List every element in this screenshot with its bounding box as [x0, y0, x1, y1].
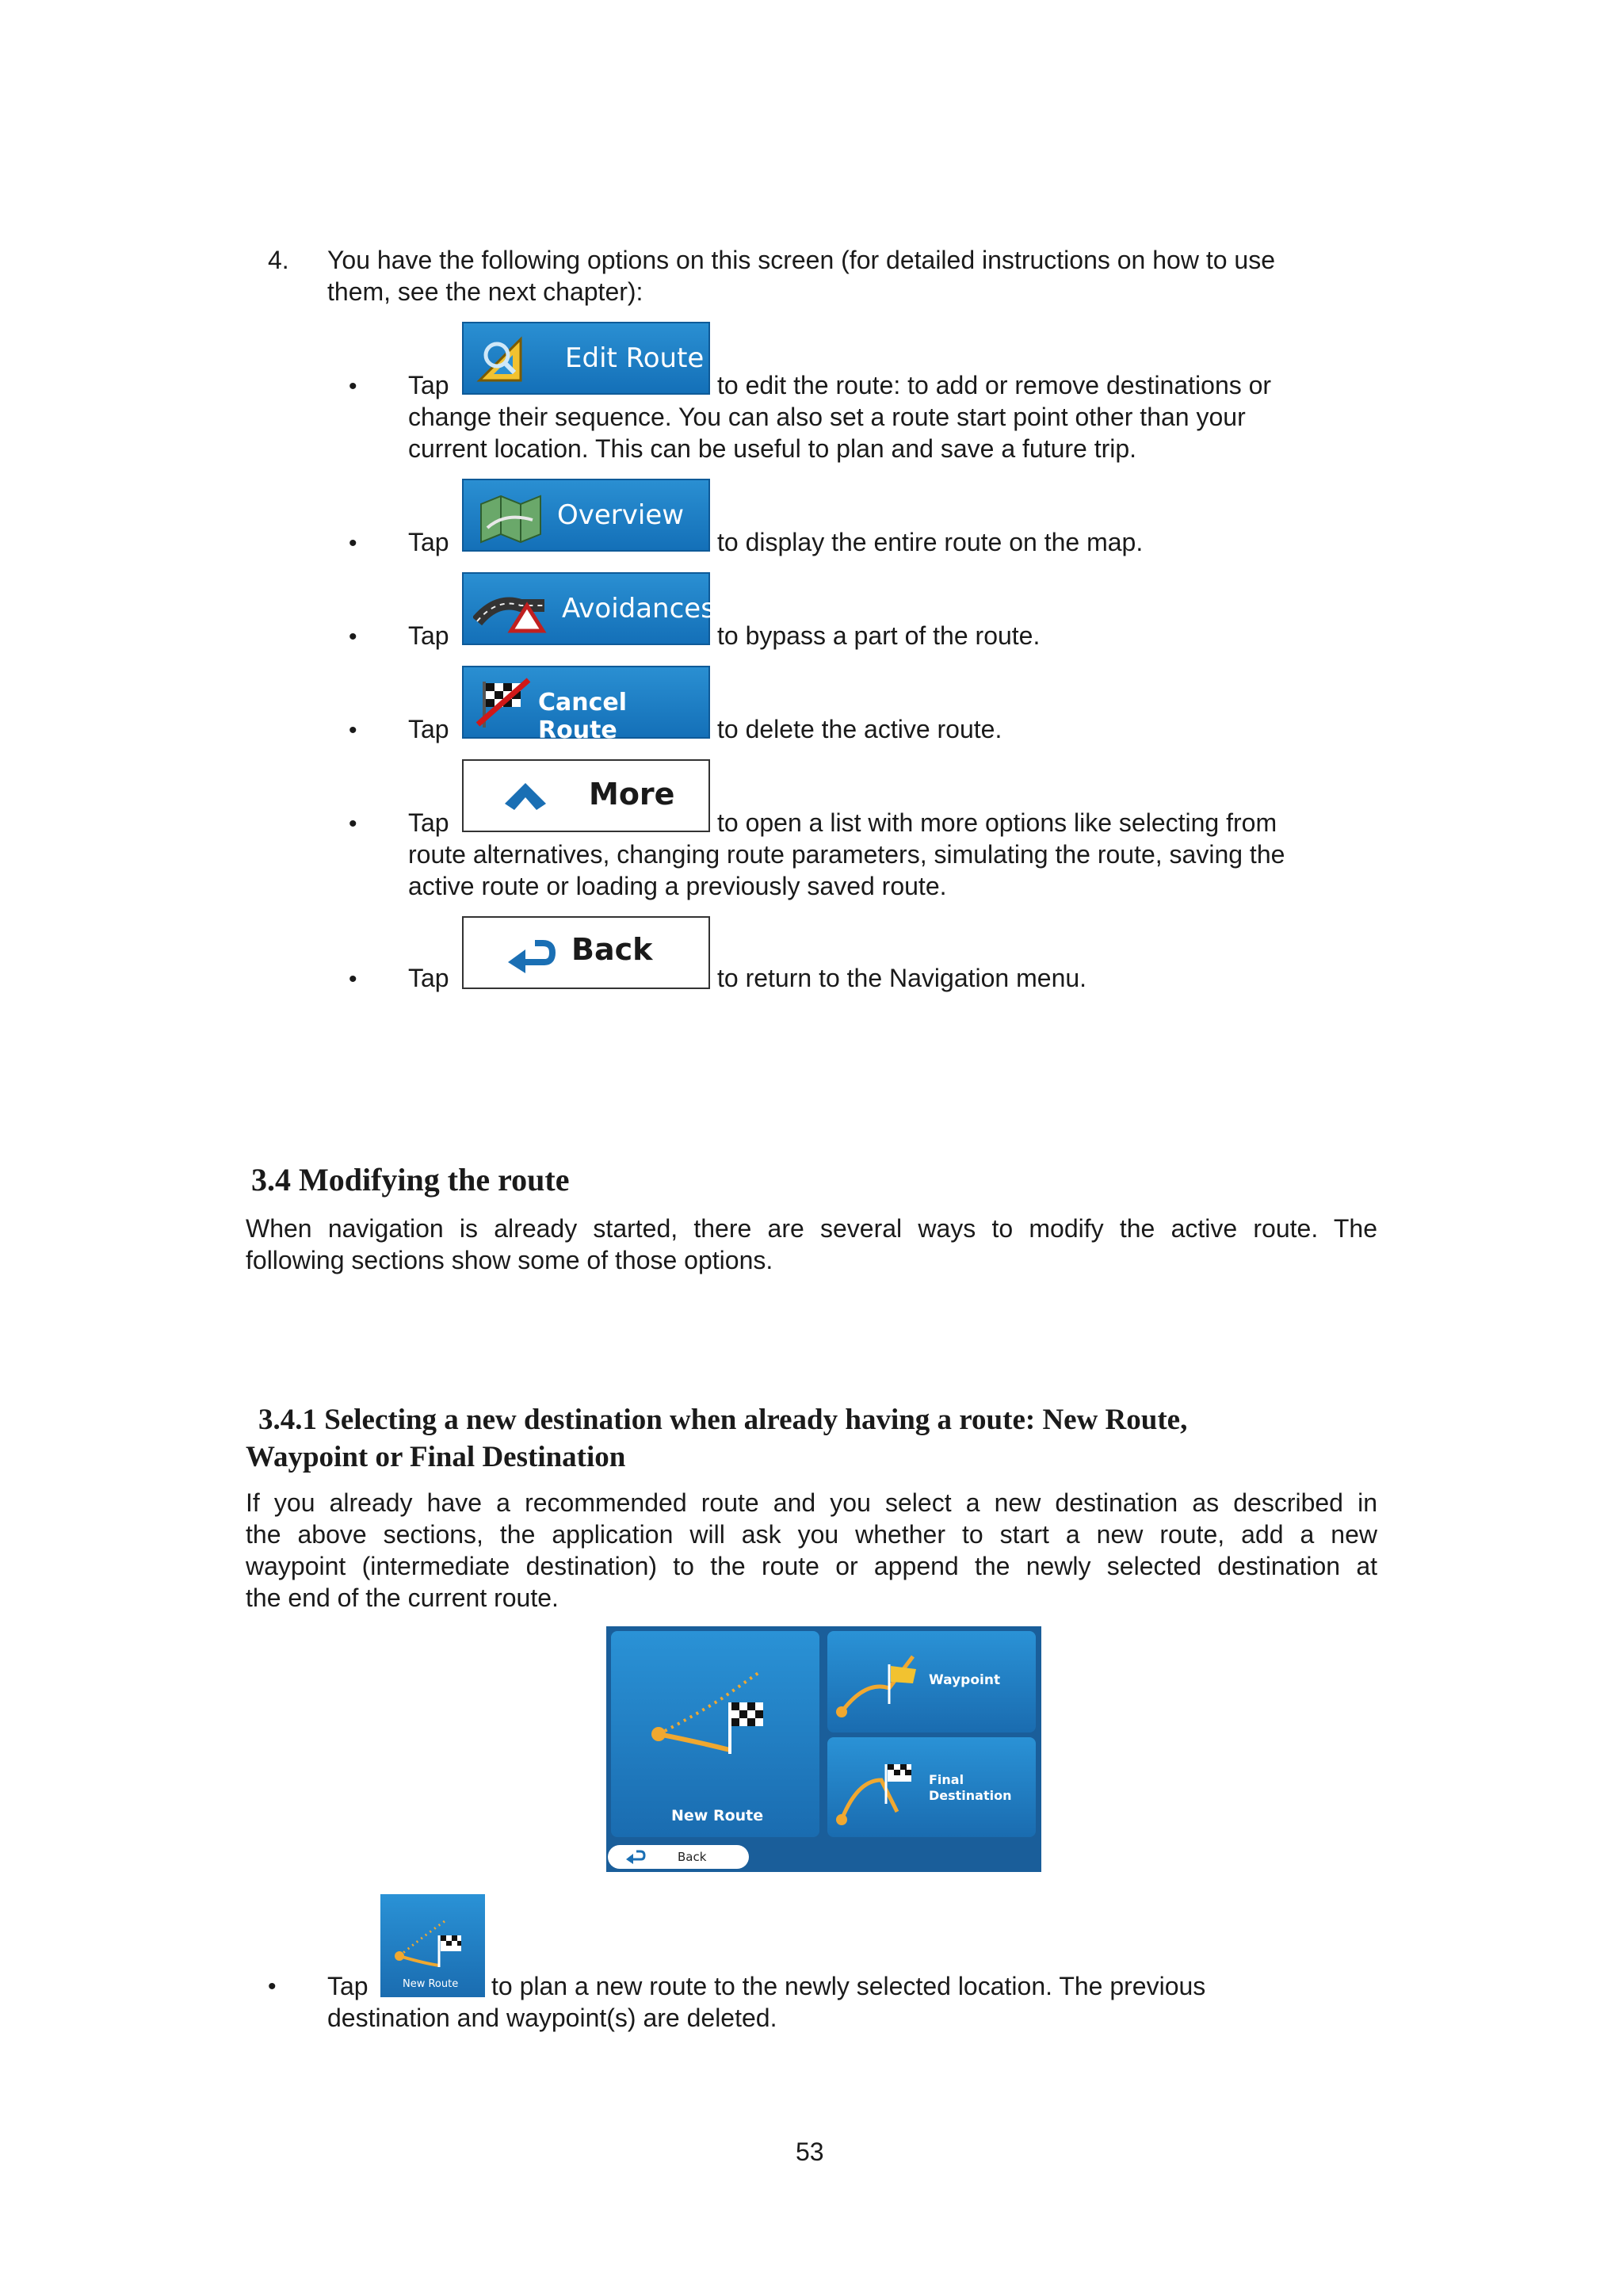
- avoidances-button[interactable]: [462, 572, 715, 645]
- new-route-icon: [643, 1647, 793, 1766]
- final-destination-icon: [834, 1748, 929, 1828]
- option-desc-line: to plan a new route to the newly selected location. The previous: [491, 1972, 1206, 2000]
- tap-label: Tap: [408, 715, 449, 743]
- tap-label: Tap: [408, 621, 449, 650]
- edit-route-label: Edit Route: [565, 342, 705, 374]
- option-desc-line: change their sequence. You can also set a route start point other than your: [408, 403, 1246, 431]
- option-desc-line: to return to the Navigation menu.: [717, 964, 1087, 992]
- final-destination-tile[interactable]: [827, 1737, 1036, 1837]
- cancel-route-button[interactable]: [462, 666, 710, 744]
- new-route-icon: [391, 1904, 474, 1975]
- option-desc-line: to open a list with more options like selecting from: [717, 808, 1277, 837]
- section-3-4-heading: 3.4 Modifying the route: [251, 1162, 570, 1198]
- step-intro: [327, 244, 1397, 308]
- overview-label: Overview: [557, 499, 685, 531]
- step-intro-line-1: You have the following options on this screen (for detailed instructions on how to use: [327, 246, 1275, 274]
- tap-label: Tap: [327, 1972, 369, 2000]
- bullet: •: [349, 530, 357, 556]
- waypoint-tile[interactable]: [827, 1631, 1036, 1733]
- new-route-small-button[interactable]: [380, 1894, 485, 1997]
- option-desc-line: route alternatives, changing route parameters, simulating the route, saving the: [408, 840, 1285, 869]
- tap-label: Tap: [408, 808, 449, 837]
- screen-back-label: Back: [678, 1850, 707, 1864]
- road-avoidance-icon: [473, 582, 548, 639]
- paragraph-line: waypoint (intermediate destination) to the route or append the newly selected destination at: [246, 1552, 1377, 1580]
- tap-label: Tap: [408, 528, 449, 556]
- section-3-4-1-heading: [246, 1401, 1387, 1476]
- screen-back-button[interactable]: [608, 1845, 749, 1869]
- back-arrow-icon: [625, 1850, 646, 1864]
- back-button[interactable]: [462, 916, 710, 989]
- back-arrow-icon: [505, 937, 556, 975]
- paragraph-line: following sections show some of those options.: [246, 1246, 773, 1274]
- option-desc-line: current location. This can be useful to plan and save a future trip.: [408, 434, 1137, 463]
- heading-line: Waypoint or Final Destination: [246, 1441, 626, 1473]
- bullet: •: [349, 373, 357, 399]
- route-choice-screenshot: [606, 1626, 1041, 1872]
- new-route-label: New Route: [671, 1807, 764, 1824]
- more-label: More: [589, 777, 675, 812]
- more-button[interactable]: [462, 759, 710, 832]
- bullet: •: [349, 717, 357, 743]
- final-destination-label: [929, 1772, 1012, 1804]
- bullet: •: [268, 1973, 277, 2000]
- option-desc-line: active route or loading a previously saved route.: [408, 872, 947, 900]
- overview-button[interactable]: [462, 479, 710, 552]
- final-label-line: Final: [929, 1772, 964, 1787]
- edit-route-icon: [473, 331, 548, 388]
- avoidances-label: Avoidances: [562, 593, 715, 625]
- bullet: •: [349, 624, 357, 650]
- bullet: •: [349, 966, 357, 992]
- final-label-line: Destination: [929, 1788, 1012, 1803]
- waypoint-icon: [834, 1641, 929, 1723]
- page-number: 53: [796, 2137, 824, 2166]
- option-desc-line: destination and waypoint(s) are deleted.: [327, 2004, 777, 2032]
- map-overview-icon: [473, 488, 548, 545]
- chevron-up-icon: [503, 780, 548, 812]
- bullet: •: [349, 811, 357, 837]
- step-intro-line-2: them, see the next chapter):: [327, 277, 643, 306]
- option-desc-line: to bypass a part of the route.: [717, 621, 1041, 650]
- waypoint-label: Waypoint: [929, 1672, 1001, 1688]
- heading-line: 3.4.1 Selecting a new destination when already having a route: New Route,: [258, 1404, 1188, 1436]
- tap-label: Tap: [408, 964, 449, 992]
- tap-label: Tap: [408, 371, 449, 399]
- cancel-route-flag-icon: [473, 675, 537, 732]
- paragraph-line: If you already have a recommended route and you select a new destination as described in: [246, 1488, 1377, 1517]
- option-desc-line: to display the entire route on the map.: [717, 528, 1144, 556]
- option-desc-line: to delete the active route.: [717, 715, 1002, 743]
- section-3-4-1-paragraph: [246, 1487, 1377, 1614]
- section-3-4-paragraph: [246, 1213, 1377, 1276]
- paragraph-line: the above sections, the application will ask you whether to start a new route, add a new: [246, 1520, 1377, 1549]
- paragraph-line: the end of the current route.: [246, 1584, 559, 1612]
- paragraph-line: When navigation is already started, there are several ways to modify the active route. The: [246, 1214, 1377, 1243]
- cancel-route-label: Cancel Route: [538, 689, 628, 744]
- edit-route-button[interactable]: [462, 322, 710, 395]
- back-label: Back: [571, 932, 653, 967]
- step-number: 4.: [268, 246, 289, 274]
- new-route-tile[interactable]: [611, 1631, 819, 1837]
- new-route-small-label: New Route: [403, 1978, 459, 1990]
- option-desc-line: to edit the route: to add or remove destinations or: [717, 371, 1272, 399]
